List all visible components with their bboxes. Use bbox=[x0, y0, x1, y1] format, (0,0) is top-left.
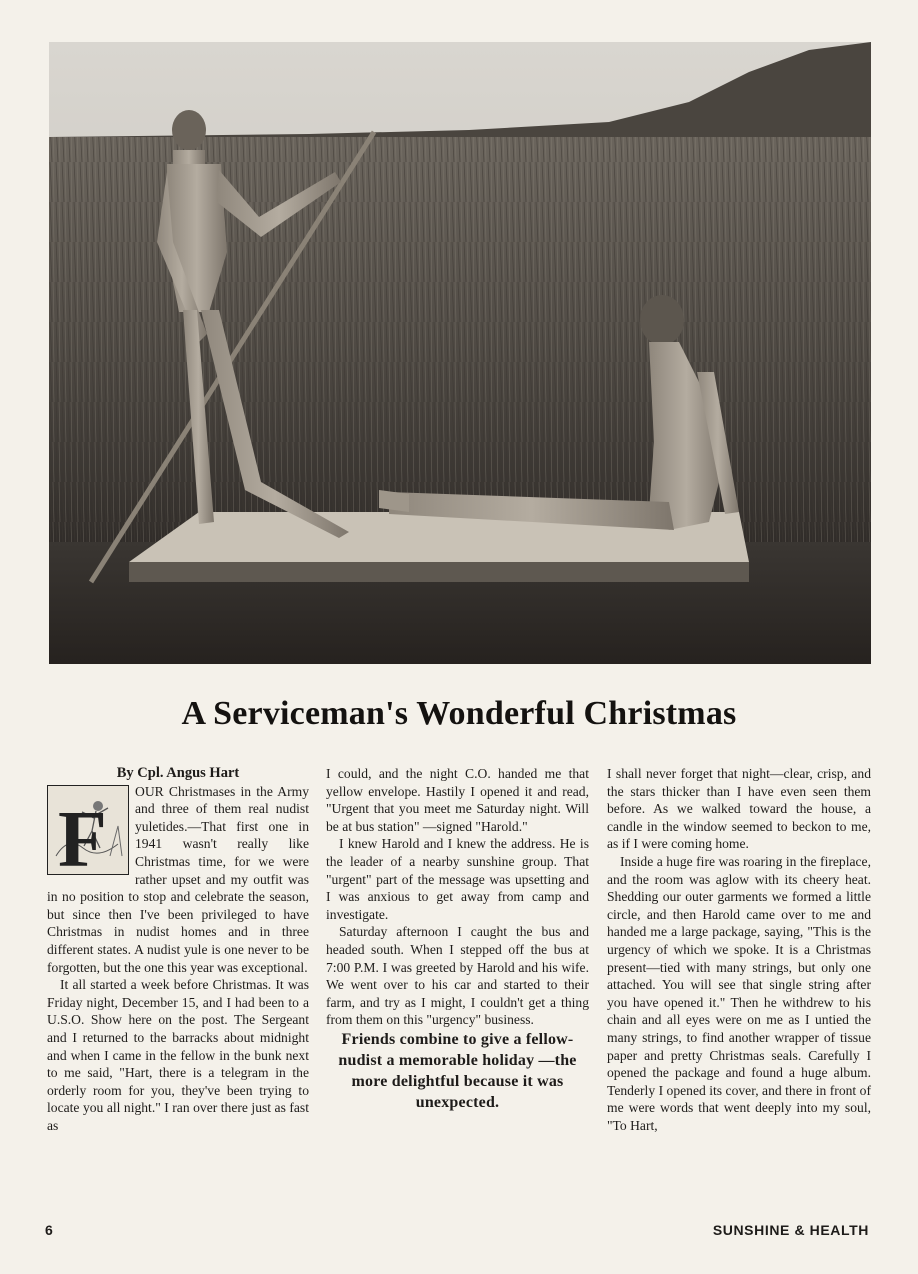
column-1 bbox=[47, 765, 309, 1134]
column-3 bbox=[607, 765, 871, 1134]
byline: By Cpl. Angus Hart bbox=[116, 765, 240, 781]
paragraph: OUR Christmases in the Army and three of them real nudist yuletides.—That first one in 1941 wasn't really like Christmas time, for we were rather upset and my outfit was in no position to stop and celebrate the season, but since then I've been privileged to have Christmas in nudist homes and in three different states. A nudist yule is one never to be forgotten, but the one this year was exceptional. bbox=[47, 783, 309, 975]
paragraph: I could, and the night C.O. handed me that yellow envelope. Hastily I opened it and read, "Urgent that you meet me Saturday night. Will be at bus station" —signed "Harold." bbox=[326, 766, 589, 834]
article-photo bbox=[49, 42, 871, 664]
column-2 bbox=[326, 765, 589, 1113]
article-title: A Serviceman's Wonderful Christmas bbox=[181, 695, 737, 732]
dropcap-letter: F bbox=[58, 795, 107, 874]
paragraph: I knew Harold and I knew the address. He is the leader of a nearby sunshine group. That "urgent" part of the message was upsetting and I was anxious to get away from camp and investigate. bbox=[326, 836, 589, 922]
pull-quote: Friends combine to give a fellow-nudist a memorable holiday —the more delightful because it was unexpected. bbox=[338, 1030, 577, 1111]
paragraph: I shall never forget that night—clear, crisp, and the stars thicker than I have even seen them before. As we walked toward the house, a candle in the window seemed to beckon to me, as if I were coming home. bbox=[607, 766, 871, 852]
dropcap-illustration bbox=[47, 785, 129, 875]
page-number: 6 bbox=[45, 1222, 53, 1238]
magazine-name: SUNSHINE & HEALTH bbox=[712, 1222, 869, 1238]
paragraph: It all started a week before Christmas. It was Friday night, December 15, and I had been to a U.S.O. Show here on the post. The Sergeant and I returned to the barracks about midnight and when I came in the fellow in the bunk next to me said, "Hart, there is a telegram in the orderly room for you, they've been trying to locate you all night." I ran over there just as fast as bbox=[47, 977, 309, 1133]
paragraph: Saturday afternoon I caught the bus and headed south. When I stepped off the bus at 7:00 P.M. I was greeted by Harold and his wife. We went over to his car and started to their farm, and try as I might, I couldn't get a thing from them on this "urgency" business. bbox=[326, 924, 589, 1028]
paragraph: Inside a huge fire was roaring in the fireplace, and the room was aglow with its cheery heat. Shedding our outer garments we formed a little circle, and then Harold came over to me and handed me a large package, saying, "This is the urgency of which we spoke. It is a Christmas present—tied with many strings, but only one attached. You will see that single string after you have opened it." Then he withdrew to his chain and all eyes were on me as I untied the many strings, to find another wrapper of tissue paper and pretty Christmas seals. Carefully I opened the package and found a huge album. Tenderly I opened its cover, and there in front of me were words that went deeply into my soul, "To Hart, bbox=[607, 853, 871, 1133]
